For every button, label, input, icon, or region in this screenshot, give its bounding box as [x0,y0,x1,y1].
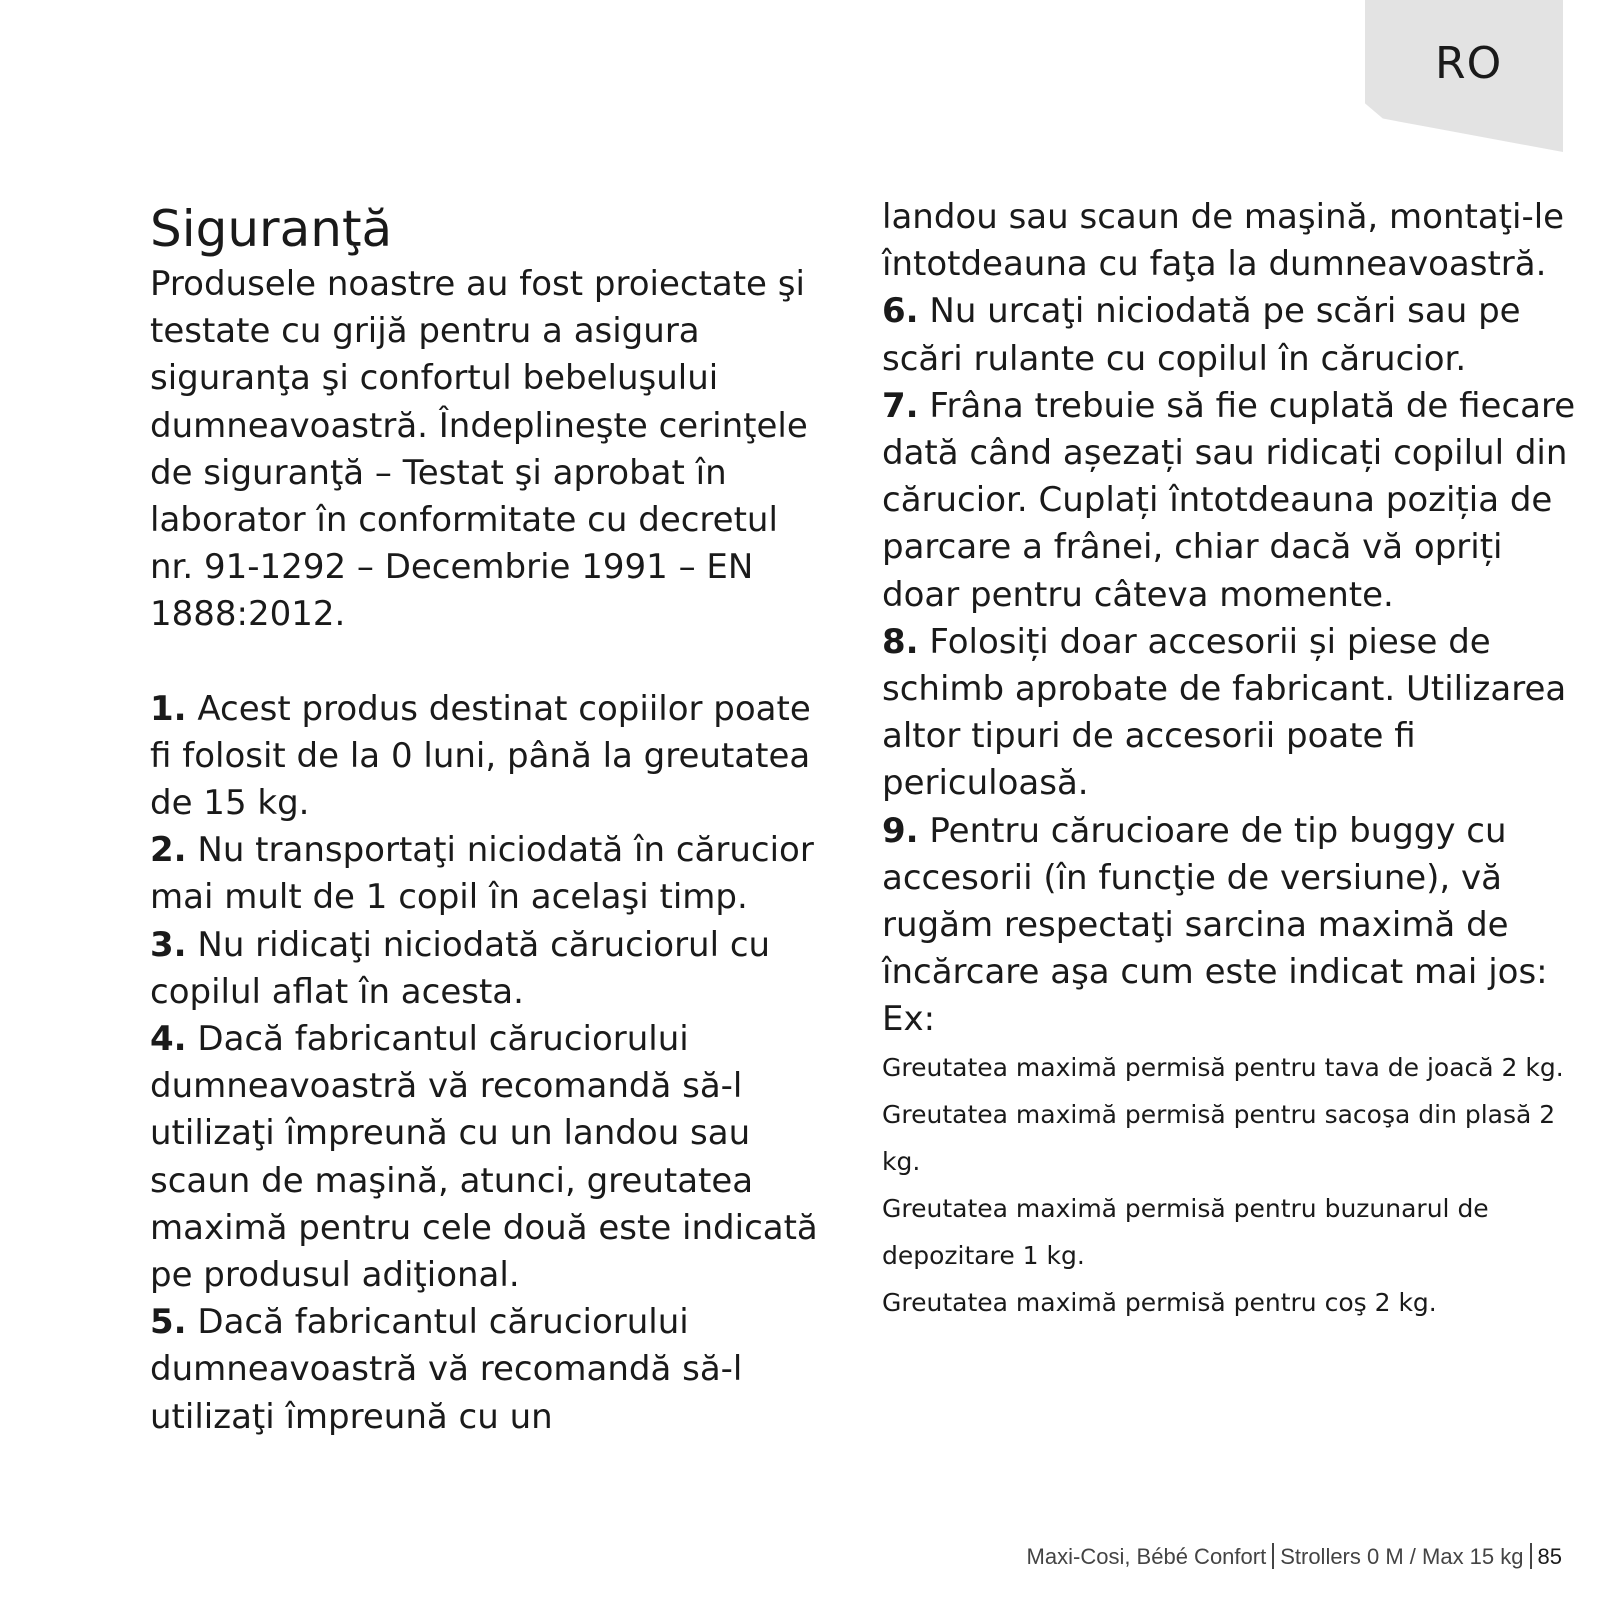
item-text: Nu urcaţi niciodată pe scări sau pe scări rulante cu copilul în cărucior. [882,291,1521,379]
item-text: Pentru cărucioare de tip buggy cu accesorii (în funcţie de versiune), vă rugăm respectaţi sarcina maximă de încărcare aşa cum este indicat mai jos: Ex: [882,810,1548,1040]
left-column [150,197,830,1441]
max-load-note: Greutatea maximă permisă pentru tava de joacă 2 kg. [882,1052,1564,1082]
max-load-note: Greutatea maximă permisă pentru sacoşa din plasă 2 kg. [882,1099,1556,1176]
safety-item [150,1016,830,1299]
item-text: Dacă fabricantul căruciorului dumneavoastră vă recomandă să-l utilizaţi împreună cu un landou sau scaun de maşină, atunci, greutatea maximă pentru cele două este indicată pe produsul adiţional. [150,1019,818,1296]
max-load-note: Greutatea maximă permisă pentru coş 2 kg. [882,1287,1437,1317]
intro-paragraph: Produsele noastre au fost proiectate şi testate cu grijă pentru a asigura siguranţa şi confortul bebeluşului dumneavoastră. Îndeplineşte cerinţele de siguranţă – Testat şi aprobat în laborator în conformitate cu decretul nr. 91-1292 – Decembrie 1991 – EN 1888:2012. [150,264,808,635]
safety-item [882,808,1582,1044]
page-number: 85 [1537,1544,1562,1569]
item-number: 4. [150,1019,187,1060]
language-label: RO [1435,38,1503,89]
footer-divider [1530,1543,1532,1569]
item-number: 5. [150,1302,187,1343]
footer-divider [1272,1543,1274,1569]
safety-item [882,383,1582,619]
max-load-note: Greutatea maximă permisă pentru buzunarul de depozitare 1 kg. [882,1193,1489,1270]
item-number: 3. [150,924,187,965]
footer-product: Strollers 0 M / Max 15 kg [1280,1544,1524,1569]
section-title: Siguranţă [150,200,393,258]
item-number: 6. [882,291,919,332]
safety-item [882,619,1582,808]
item-text: Nu transportaţi niciodată în cărucior mai mult de 1 copil în acelaşi timp. [150,830,814,918]
item-text: Nu ridicaţi niciodată căruciorul cu copilul aflat în acesta. [150,924,771,1012]
item-number: 9. [882,810,919,851]
safety-item [150,827,830,921]
item-number: 1. [150,688,187,729]
item-text: Acest produs destinat copiilor poate fi folosit de la 0 luni, până la greutatea de 15 kg. [150,688,811,824]
safety-item [150,922,830,1016]
right-column [882,194,1582,1326]
item-number: 8. [882,621,919,662]
item-number: 2. [150,830,187,871]
safety-item [882,288,1582,382]
item-text: Dacă fabricantul căruciorului dumneavoastră vă recomandă să-l utilizaţi împreună cu un [150,1302,743,1437]
safety-item [150,1299,830,1441]
item-number: 7. [882,385,919,426]
footer-brand: Maxi-Cosi, Bébé Confort [1026,1544,1267,1569]
item-text: Frâna trebuie să fie cuplată de fiecare dată când așezați sau ridicați copilul din cărucior. Cuplați întotdeauna poziția de parcare a frânei, chiar dacă vă opriți doar pentru câteva momente. [882,385,1576,615]
continued-text: landou sau scaun de maşină, montaţi-le întotdeauna cu faţa la dumneavoastră. [882,197,1565,285]
item-text: Folosiți doar accesorii și piese de schimb aprobate de fabricant. Utilizarea altor tipuri de accesorii poate fi periculoasă. [882,621,1567,804]
page-footer [1027,1543,1562,1570]
paragraph-spacer [150,639,830,686]
safety-item [150,686,830,828]
